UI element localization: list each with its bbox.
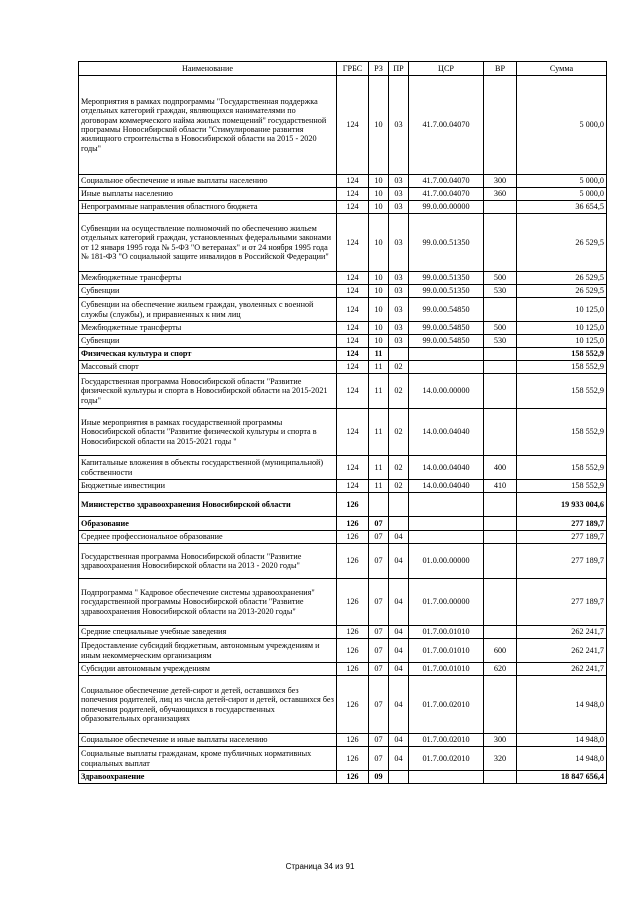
row-rz: 11	[369, 480, 389, 493]
row-vr: 300	[484, 175, 517, 188]
row-name: Социальное обеспечение и иные выплаты населению	[79, 175, 337, 188]
row-csr: 14.0.00.04040	[409, 456, 484, 480]
header-sum: Сумма	[517, 62, 607, 76]
row-vr	[484, 348, 517, 361]
row-name: Предоставление субсидий бюджетным, автономным учреждениям и иным некоммерческим организациям	[79, 639, 337, 663]
row-vr: 600	[484, 639, 517, 663]
row-sum: 10 125,0	[517, 298, 607, 322]
row-rz: 10	[369, 285, 389, 298]
row-grbs: 124	[337, 409, 369, 456]
header-csr: ЦСР	[409, 62, 484, 76]
row-sum: 158 552,9	[517, 456, 607, 480]
row-vr	[484, 626, 517, 639]
row-pr: 04	[389, 531, 409, 544]
row-name: Социальное обеспечение детей-сирот и детей, оставшихся без попечения родителей, лиц из числа детей-сирот и детей, оставшихся без попечения родителей, обучающихся в государственных образовательных организациях	[79, 676, 337, 734]
row-csr: 99.0.00.54850	[409, 322, 484, 335]
row-pr: 02	[389, 374, 409, 409]
row-sum: 262 241,7	[517, 626, 607, 639]
row-csr: 01.7.00.01010	[409, 626, 484, 639]
row-csr: 99.0.00.54850	[409, 298, 484, 322]
row-rz: 07	[369, 531, 389, 544]
row-grbs: 124	[337, 175, 369, 188]
row-name: Государственная программа Новосибирской области "Развитие здравоохранения Новосибирской области на 2013 - 2020 годы"	[79, 544, 337, 579]
row-pr: 04	[389, 579, 409, 626]
row-rz: 07	[369, 639, 389, 663]
row-name: Здравоохранение	[79, 771, 337, 784]
row-pr: 03	[389, 175, 409, 188]
row-vr: 400	[484, 456, 517, 480]
row-rz: 11	[369, 409, 389, 456]
row-csr: 99.0.00.51350	[409, 272, 484, 285]
row-pr: 03	[389, 335, 409, 348]
row-rz	[369, 493, 389, 517]
row-vr	[484, 676, 517, 734]
row-pr: 04	[389, 747, 409, 771]
row-vr: 500	[484, 322, 517, 335]
row-grbs: 126	[337, 493, 369, 517]
row-name: Социальные выплаты гражданам, кроме публичных нормативных социальных выплат	[79, 747, 337, 771]
row-name: Министерство здравоохранения Новосибирской области	[79, 493, 337, 517]
row-name: Мероприятия в рамках подпрограммы "Государственная поддержка отдельных категорий граждан, являющихся нанимателями по договорам коммерческого найма жилых помещений" государственной программы Новосибирской области "Стимулирование развития жилищного строительства в Новосибирской области на 2015 - 2020 годы"	[79, 76, 337, 175]
row-vr: 500	[484, 272, 517, 285]
row-rz: 07	[369, 734, 389, 747]
row-sum: 158 552,9	[517, 480, 607, 493]
table-row	[79, 374, 607, 409]
row-csr	[409, 361, 484, 374]
table-row	[79, 201, 607, 214]
table-row	[79, 175, 607, 188]
row-pr: 02	[389, 480, 409, 493]
row-grbs: 126	[337, 676, 369, 734]
row-grbs: 124	[337, 361, 369, 374]
row-csr: 14.0.00.04040	[409, 480, 484, 493]
row-pr: 04	[389, 626, 409, 639]
row-vr	[484, 493, 517, 517]
row-vr: 620	[484, 663, 517, 676]
row-csr: 14.0.00.04040	[409, 409, 484, 456]
header-grbs: ГРБС	[337, 62, 369, 76]
row-pr: 03	[389, 201, 409, 214]
row-rz: 10	[369, 188, 389, 201]
table-row	[79, 322, 607, 335]
row-name: Субсидии автономным учреждениям	[79, 663, 337, 676]
row-vr: 320	[484, 747, 517, 771]
row-grbs: 124	[337, 322, 369, 335]
row-name: Государственная программа Новосибирской области "Развитие физической культуры и спорта в Новосибирской области на 2015-2021 годы"	[79, 374, 337, 409]
table-row	[79, 188, 607, 201]
table-row	[79, 361, 607, 374]
row-pr: 03	[389, 322, 409, 335]
row-sum: 158 552,9	[517, 361, 607, 374]
table-row	[79, 663, 607, 676]
row-sum: 26 529,5	[517, 285, 607, 298]
row-sum: 158 552,9	[517, 409, 607, 456]
row-csr: 99.0.00.54850	[409, 335, 484, 348]
row-vr	[484, 517, 517, 531]
row-sum: 14 948,0	[517, 734, 607, 747]
row-vr	[484, 361, 517, 374]
row-vr	[484, 374, 517, 409]
row-vr	[484, 76, 517, 175]
row-name: Субвенции на обеспечение жильем граждан, уволенных с военной службы (службы), и приравненных к ним лиц	[79, 298, 337, 322]
table-row	[79, 639, 607, 663]
row-csr: 41.7.00.04070	[409, 175, 484, 188]
row-pr: 04	[389, 663, 409, 676]
row-grbs: 124	[337, 214, 369, 272]
table-row	[79, 544, 607, 579]
page-number: Страница 34 из 91	[285, 862, 355, 871]
row-name: Социальное обеспечение и иные выплаты населению	[79, 734, 337, 747]
row-sum: 10 125,0	[517, 335, 607, 348]
table-row	[79, 579, 607, 626]
table-row	[79, 285, 607, 298]
row-rz: 09	[369, 771, 389, 784]
row-csr: 01.7.00.02010	[409, 747, 484, 771]
row-pr	[389, 771, 409, 784]
row-pr	[389, 517, 409, 531]
row-rz: 07	[369, 517, 389, 531]
row-vr	[484, 298, 517, 322]
row-grbs: 124	[337, 456, 369, 480]
table-row	[79, 214, 607, 272]
row-sum: 26 529,5	[517, 272, 607, 285]
row-name: Среднее профессиональное образование	[79, 531, 337, 544]
row-pr: 04	[389, 639, 409, 663]
row-rz: 07	[369, 747, 389, 771]
table-row	[79, 747, 607, 771]
budget-table	[78, 61, 607, 784]
row-vr: 300	[484, 734, 517, 747]
row-pr: 03	[389, 298, 409, 322]
row-csr: 01.7.00.02010	[409, 734, 484, 747]
row-rz: 10	[369, 272, 389, 285]
row-csr	[409, 531, 484, 544]
table-row	[79, 409, 607, 456]
table-row	[79, 76, 607, 175]
row-sum: 36 654,5	[517, 201, 607, 214]
row-grbs: 126	[337, 517, 369, 531]
row-rz: 11	[369, 374, 389, 409]
row-sum: 277 189,7	[517, 544, 607, 579]
row-rz: 10	[369, 322, 389, 335]
header-vr: ВР	[484, 62, 517, 76]
table-row	[79, 335, 607, 348]
row-vr: 410	[484, 480, 517, 493]
row-sum: 14 948,0	[517, 676, 607, 734]
row-name: Бюджетные инвестиции	[79, 480, 337, 493]
row-csr: 01.7.00.01010	[409, 663, 484, 676]
row-sum: 277 189,7	[517, 579, 607, 626]
row-pr: 03	[389, 214, 409, 272]
row-csr: 99.0.00.00000	[409, 201, 484, 214]
row-sum: 10 125,0	[517, 322, 607, 335]
row-name: Физическая культура и спорт	[79, 348, 337, 361]
row-rz: 07	[369, 544, 389, 579]
row-grbs: 124	[337, 188, 369, 201]
row-pr: 02	[389, 361, 409, 374]
row-csr	[409, 517, 484, 531]
row-name: Иные выплаты населению	[79, 188, 337, 201]
table-row	[79, 456, 607, 480]
row-sum: 14 948,0	[517, 747, 607, 771]
row-name: Средние специальные учебные заведения	[79, 626, 337, 639]
table-row	[79, 734, 607, 747]
row-grbs: 124	[337, 335, 369, 348]
row-grbs: 124	[337, 298, 369, 322]
row-rz: 10	[369, 214, 389, 272]
row-sum: 5 000,0	[517, 76, 607, 175]
row-name: Непрограммные направления областного бюджета	[79, 201, 337, 214]
row-name: Подпрограмма " Кадровое обеспечение системы здравоохранения" государственной программы Новосибирской области "Развитие здравоохранения Новосибирской области на 2013-2020 годы"	[79, 579, 337, 626]
row-csr: 99.0.00.51350	[409, 285, 484, 298]
row-grbs: 126	[337, 734, 369, 747]
row-vr	[484, 214, 517, 272]
row-csr: 41.7.00.04070	[409, 188, 484, 201]
row-name: Межбюджетные трансферты	[79, 272, 337, 285]
row-rz: 11	[369, 456, 389, 480]
row-vr: 530	[484, 335, 517, 348]
row-vr: 530	[484, 285, 517, 298]
row-rz: 10	[369, 298, 389, 322]
row-rz: 10	[369, 201, 389, 214]
row-csr	[409, 493, 484, 517]
row-pr: 02	[389, 409, 409, 456]
table-row	[79, 771, 607, 784]
table-row	[79, 348, 607, 361]
header-pr: ПР	[389, 62, 409, 76]
table-header-row	[79, 62, 607, 76]
row-grbs: 124	[337, 201, 369, 214]
row-sum: 277 189,7	[517, 531, 607, 544]
row-rz: 07	[369, 663, 389, 676]
row-rz: 10	[369, 76, 389, 175]
header-rz: РЗ	[369, 62, 389, 76]
row-grbs: 124	[337, 480, 369, 493]
row-sum: 158 552,9	[517, 348, 607, 361]
table-row	[79, 676, 607, 734]
table-row	[79, 480, 607, 493]
row-vr	[484, 544, 517, 579]
row-grbs: 126	[337, 747, 369, 771]
row-pr: 03	[389, 188, 409, 201]
row-grbs: 126	[337, 663, 369, 676]
row-pr: 03	[389, 272, 409, 285]
row-name: Субвенции	[79, 285, 337, 298]
row-rz: 10	[369, 335, 389, 348]
table-row	[79, 493, 607, 517]
row-csr: 01.0.00.00000	[409, 544, 484, 579]
row-sum: 262 241,7	[517, 663, 607, 676]
row-csr: 99.0.00.51350	[409, 214, 484, 272]
row-pr: 03	[389, 285, 409, 298]
table-row	[79, 626, 607, 639]
header-name: Наименование	[79, 62, 337, 76]
row-rz: 11	[369, 361, 389, 374]
table-row	[79, 272, 607, 285]
row-pr: 04	[389, 544, 409, 579]
row-grbs: 126	[337, 626, 369, 639]
row-grbs: 124	[337, 76, 369, 175]
row-vr	[484, 579, 517, 626]
row-sum: 19 933 004,6	[517, 493, 607, 517]
row-grbs: 126	[337, 531, 369, 544]
row-pr: 04	[389, 734, 409, 747]
row-name: Массовый спорт	[79, 361, 337, 374]
row-csr: 41.7.00.04070	[409, 76, 484, 175]
row-sum: 277 189,7	[517, 517, 607, 531]
row-pr: 03	[389, 76, 409, 175]
row-sum: 158 552,9	[517, 374, 607, 409]
row-sum: 5 000,0	[517, 175, 607, 188]
row-grbs: 126	[337, 639, 369, 663]
row-name: Межбюджетные трансферты	[79, 322, 337, 335]
row-name: Иные мероприятия в рамках государственной программы Новосибирской области "Развитие физической культуры и спорта в Новосибирской области на 2015-2021 годы "	[79, 409, 337, 456]
table-row	[79, 517, 607, 531]
row-pr	[389, 348, 409, 361]
row-pr: 04	[389, 676, 409, 734]
row-vr	[484, 409, 517, 456]
row-rz: 07	[369, 626, 389, 639]
row-grbs: 126	[337, 579, 369, 626]
row-csr: 01.7.00.01010	[409, 639, 484, 663]
row-pr	[389, 493, 409, 517]
row-grbs: 124	[337, 374, 369, 409]
row-vr: 360	[484, 188, 517, 201]
row-name: Субвенции на осуществление полномочий по обеспечению жильем отдельных категорий граждан, установленных федеральными законами от 12 января 1995 года № 5-ФЗ "О ветеранах" и от 24 ноября 1995 года № 181-ФЗ "О социальной защите инвалидов в Российской Федерации"	[79, 214, 337, 272]
row-pr: 02	[389, 456, 409, 480]
row-vr	[484, 531, 517, 544]
row-rz: 11	[369, 348, 389, 361]
row-name: Капитальные вложения в объекты государственной (муниципальной) собственности	[79, 456, 337, 480]
table-row	[79, 298, 607, 322]
row-csr	[409, 348, 484, 361]
row-csr	[409, 771, 484, 784]
row-csr: 01.7.00.02010	[409, 676, 484, 734]
row-sum: 18 847 656,4	[517, 771, 607, 784]
row-grbs: 124	[337, 348, 369, 361]
row-sum: 26 529,5	[517, 214, 607, 272]
row-rz: 07	[369, 676, 389, 734]
row-name: Образование	[79, 517, 337, 531]
row-grbs: 126	[337, 544, 369, 579]
table-row	[79, 531, 607, 544]
row-grbs: 124	[337, 285, 369, 298]
row-sum: 262 241,7	[517, 639, 607, 663]
row-name: Субвенции	[79, 335, 337, 348]
row-sum: 5 000,0	[517, 188, 607, 201]
row-rz: 10	[369, 175, 389, 188]
row-csr: 14.0.00.00000	[409, 374, 484, 409]
row-grbs: 126	[337, 771, 369, 784]
row-vr	[484, 201, 517, 214]
row-csr: 01.7.00.00000	[409, 579, 484, 626]
row-rz: 07	[369, 579, 389, 626]
row-vr	[484, 771, 517, 784]
row-grbs: 124	[337, 272, 369, 285]
